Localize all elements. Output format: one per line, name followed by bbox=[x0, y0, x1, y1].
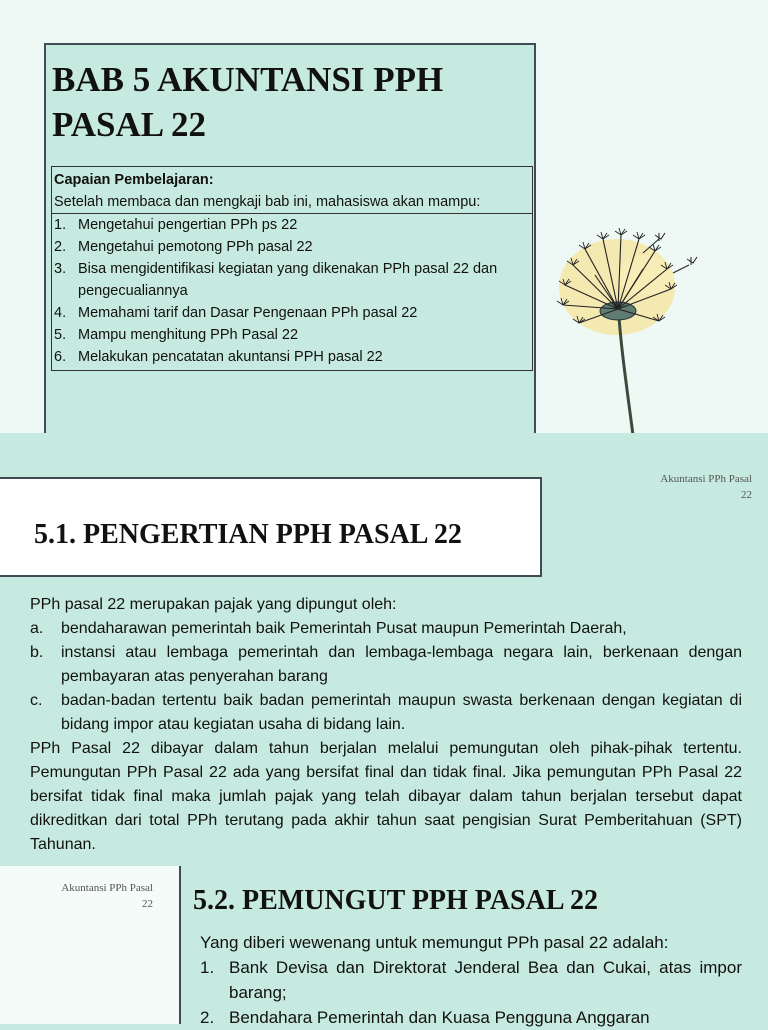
list-item bbox=[30, 641, 742, 689]
list-text: Mampu menghitung PPh Pasal 22 bbox=[78, 327, 299, 343]
list-item bbox=[54, 346, 530, 368]
collector-list bbox=[30, 617, 742, 737]
section-intro: PPh pasal 22 merupakan pajak yang dipungut oleh: bbox=[30, 596, 397, 613]
footer-line: 22 bbox=[142, 898, 153, 910]
list-text: Bisa mengidentifikasi kegiatan yang dikenakan PPh pasal 22 dan pengecualiannya bbox=[78, 261, 498, 299]
list-item bbox=[54, 324, 530, 346]
learning-outcomes-table bbox=[51, 166, 533, 371]
list-item bbox=[200, 1005, 742, 1030]
list-text: Mengetahui pengertian PPh ps 22 bbox=[78, 217, 298, 233]
section-intro: Yang diberi wewenang untuk memungut PPh pasal 22 adalah: bbox=[200, 933, 669, 952]
list-number: 6. bbox=[54, 349, 67, 365]
footer-line: 22 bbox=[741, 489, 752, 501]
list-item bbox=[54, 236, 530, 258]
list-item bbox=[54, 214, 530, 236]
list-item bbox=[30, 617, 742, 641]
section-body bbox=[30, 593, 742, 857]
footer-line: Akuntansi PPh Pasal bbox=[660, 473, 752, 485]
list-letter: b. bbox=[30, 644, 44, 661]
list-text: Bendahara Pemerintah dan Kuasa Pengguna Anggaran bbox=[229, 1008, 650, 1027]
list-text: Bank Devisa dan Direktorat Jenderal Bea dan Cukai, atas impor barang; bbox=[229, 958, 742, 1002]
section-paragraph: PPh Pasal 22 dibayar dalam tahun berjalan melalui pemungutan oleh pihak-pihak tertentu. Pemungutan PPh Pasal 22 ada yang bersifat final dan tidak final. Jika pemungutan PPh Pasal 22 bersifat tidak final maka jumlah pajak yang telah dibayar dalam tahun berjalan tersebut dapat dikreditkan dari total PPh terutang pada akhir tahun saat pengisian Surat Pemberitahuan (SPT) Tahunan. bbox=[30, 740, 742, 853]
learning-outcomes-list bbox=[52, 214, 532, 370]
list-text: bendaharawan pemerintah baik Pemerintah Pusat maupun Pemerintah Daerah, bbox=[61, 620, 627, 637]
list-text: Mengetahui pemotong PPh pasal 22 bbox=[78, 239, 313, 255]
list-letter: c. bbox=[30, 692, 43, 709]
slide-chapter-cover bbox=[0, 0, 768, 433]
list-item bbox=[54, 302, 530, 324]
list-number: 5. bbox=[54, 327, 67, 343]
list-number: 4. bbox=[54, 305, 67, 321]
list-item bbox=[54, 258, 530, 302]
list-letter: a. bbox=[30, 620, 44, 637]
list-text: Memahami tarif dan Dasar Pengenaan PPh pasal 22 bbox=[78, 305, 418, 321]
footer-line: Akuntansi PPh Pasal bbox=[61, 882, 153, 894]
list-number: 2. bbox=[54, 239, 67, 255]
chapter-title-box bbox=[44, 43, 536, 435]
slide-footer bbox=[61, 880, 153, 912]
section-title: 5.1. PENGERTIAN PPH PASAL 22 bbox=[34, 519, 462, 550]
list-number: 2. bbox=[200, 1008, 215, 1027]
list-text: instansi atau lembaga pemerintah dan lembaga-lembaga negara lain, berkenaan dengan pembayaran atas penyerahan barang bbox=[61, 644, 742, 685]
list-text: badan-badan tertentu baik badan pemerintah maupun swasta berkenaan dengan kegiatan di bidang impor atau kegiatan usaha di bidang lain. bbox=[61, 692, 742, 733]
slide-sidebar bbox=[0, 866, 181, 1024]
list-item bbox=[30, 689, 742, 737]
dandelion-icon bbox=[555, 225, 705, 435]
learning-outcomes-heading: Capaian Pembelajaran: bbox=[54, 172, 214, 188]
section-title: 5.2. PEMUNGUT PPH PASAL 22 bbox=[193, 885, 598, 916]
list-number: 3. bbox=[54, 261, 67, 277]
list-number: 1. bbox=[54, 217, 67, 233]
list-number: 1. bbox=[200, 958, 215, 977]
chapter-title: BAB 5 AKUNTANSI PPH PASAL 22 bbox=[52, 60, 444, 144]
list-item bbox=[200, 955, 742, 1005]
slide-footer bbox=[660, 471, 752, 503]
list-text: Melakukan pencatatan akuntansi PPH pasal 22 bbox=[78, 349, 383, 365]
learning-outcomes-header bbox=[52, 167, 532, 214]
collector-list bbox=[200, 955, 742, 1030]
section-body bbox=[200, 930, 742, 1030]
learning-outcomes-intro: Setelah membaca dan mengkaji bab ini, mahasiswa akan mampu: bbox=[54, 194, 481, 210]
